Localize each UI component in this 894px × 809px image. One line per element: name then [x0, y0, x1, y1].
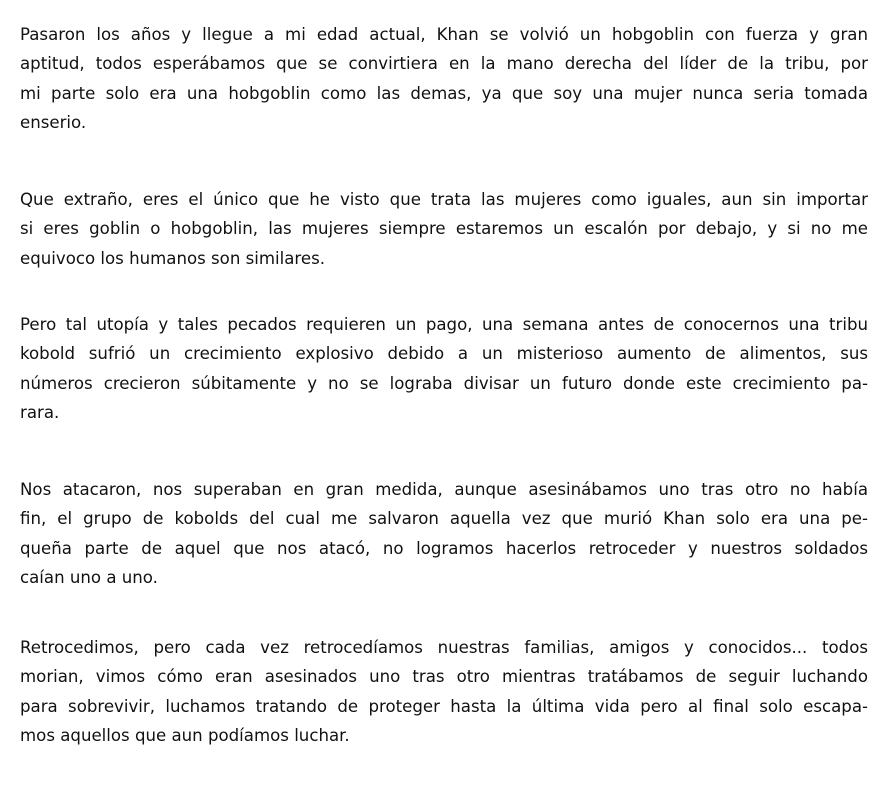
paragraph-line: Nos atacaron, nos superaban en gran medida, aunque asesinábamos uno tras otro no había [20, 480, 868, 499]
paragraph-4 [20, 475, 868, 592]
paragraph-3 [20, 310, 868, 427]
paragraph-line: rara. [20, 402, 60, 422]
paragraph-line: aptitud, todos esperábamos que se convirtiera en la mano derecha del líder de la tribu, por [20, 54, 868, 74]
paragraph-line: si eres goblin o hobgoblin, las mujeres siempre estaremos un escalón por debajo, y si no me [20, 219, 868, 239]
paragraph-line: queña parte de aquel que nos atacó, no logramos hacerlos retroceder y nuestros soldados [20, 538, 868, 558]
paragraph-line: morian, vimos cómo eran asesinados uno tras otro mientras tratábamos de seguir luchando [20, 667, 868, 687]
paragraph-line: enserio. [20, 112, 87, 132]
paragraph-line: kobold sufrió un crecimiento explosivo debido a un misterioso aumento de alimentos, sus [20, 344, 868, 364]
paragraph-line: Retrocedimos, pero cada vez retrocedíamos nuestras familias, amigos y conocidos... todos [20, 638, 868, 657]
paragraph-line: Que extraño, eres el único que he visto que trata las mujeres como iguales, aun sin importar [20, 190, 868, 209]
paragraph-5 [20, 633, 868, 750]
paragraph-1 [20, 20, 868, 137]
paragraph-line: Pero tal utopía y tales pecados requieren un pago, una semana antes de conocernos una tribu [20, 315, 868, 334]
paragraph-line: mos aquellos que aun podíamos luchar. [20, 725, 350, 745]
paragraph-line: fin, el grupo de kobolds del cual me salvaron aquella vez que murió Khan solo era una pe- [20, 509, 868, 529]
paragraph-2 [20, 185, 868, 273]
paragraph-line: para sobrevivir, luchamos tratando de proteger hasta la última vida pero al final solo escapa- [20, 696, 868, 716]
paragraph-line: Pasaron los años y llegue a mi edad actual, Khan se volvió un hobgoblin con fuerza y gran [20, 25, 868, 44]
paragraph-line: caían uno a uno. [20, 567, 158, 587]
paragraph-line: mi parte solo era una hobgoblin como las demas, ya que soy una mujer nunca seria tomada [20, 83, 868, 103]
paragraph-line: números crecieron súbitamente y no se lograba divisar un futuro donde este crecimiento pa- [20, 373, 868, 393]
paragraph-line: equivoco los humanos son similares. [20, 248, 326, 268]
